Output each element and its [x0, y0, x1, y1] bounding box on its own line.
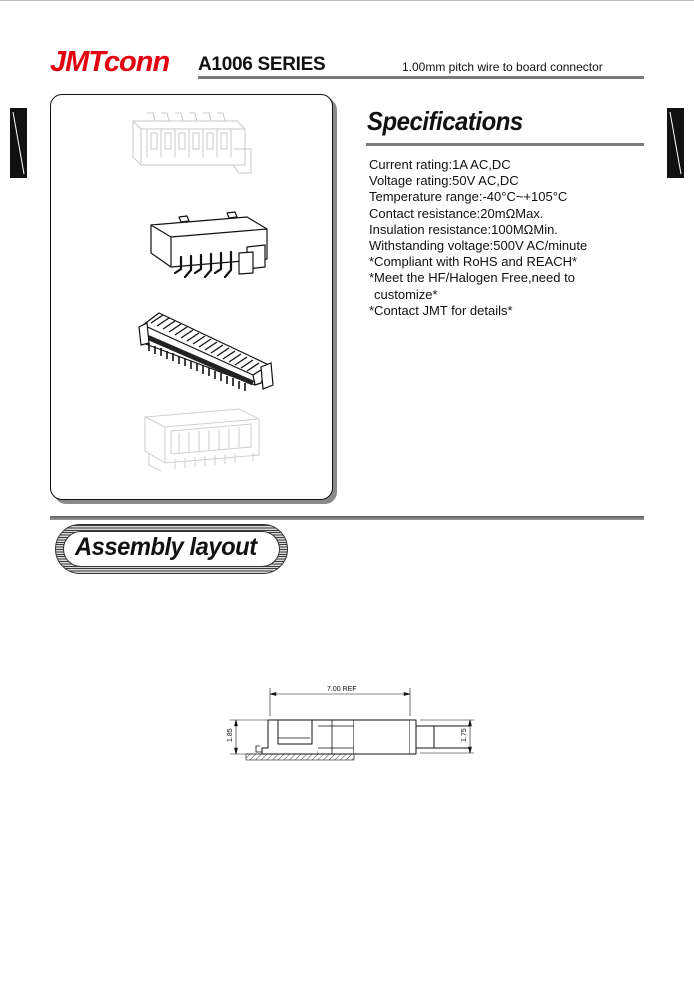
product-image-smt	[137, 303, 277, 399]
side-tab-icon	[667, 108, 684, 178]
specifications-title: Specifications	[367, 106, 523, 136]
spec-item: customize*	[374, 286, 438, 302]
dim-height-right-label: 1.75	[461, 728, 468, 742]
spec-item: *Meet the HF/Halogen Free,need to	[369, 270, 575, 286]
side-tab-left	[10, 108, 27, 178]
side-tab-right	[667, 108, 684, 178]
spec-item: *Contact JMT for details*	[369, 302, 513, 318]
side-tab-icon	[10, 108, 27, 178]
spec-item: Temperature range:-40°C~+105°C	[369, 189, 568, 205]
spec-item: *Compliant with RoHS and REACH*	[369, 254, 578, 270]
dim-height-left-label: 1.85	[227, 728, 234, 742]
series-title: A1006 SERIES	[198, 54, 326, 75]
brand-logo: JMTconn	[50, 46, 170, 78]
header-rule	[198, 76, 644, 79]
spec-item: Insulation resistance:100MΩMin.	[369, 221, 558, 237]
specifications-list	[369, 157, 659, 319]
spec-item: Withstanding voltage:500V AC/minute	[369, 238, 588, 254]
product-image-housing	[125, 109, 255, 179]
section-rule	[50, 516, 644, 520]
top-rule	[0, 0, 694, 1]
assembly-drawing	[220, 682, 480, 772]
product-image-header	[143, 207, 273, 287]
spec-item: Current rating:1A AC,DC	[369, 157, 511, 172]
assembly-layout-title: Assembly layout	[75, 533, 257, 561]
specifications-rule	[366, 143, 644, 146]
product-image-vertical	[135, 395, 265, 485]
product-image-panel	[50, 94, 333, 500]
spec-item: Voltage rating:50V AC,DC	[369, 173, 519, 189]
spec-item: Contact resistance:20mΩMax.	[369, 205, 544, 221]
product-tagline: 1.00mm pitch wire to board connector	[402, 60, 603, 74]
dim-length-label: 7.00 REF	[327, 686, 357, 693]
